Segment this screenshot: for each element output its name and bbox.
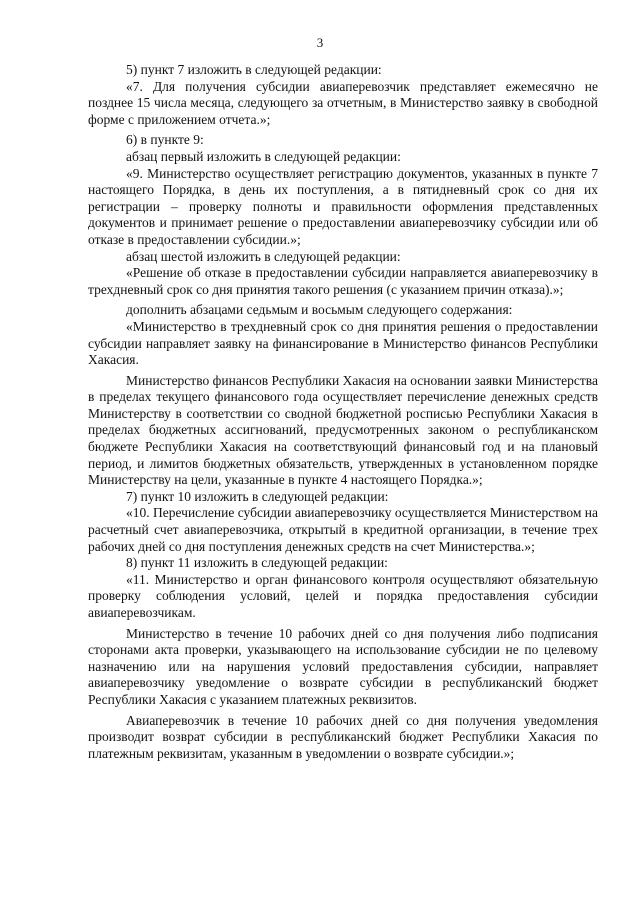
- paragraph-point-11-text: «11. Министерство и орган финансового контроля осуществляют обязательную проверку соблюдения условий, целей и порядка предоставления субсидии авиаперевозчикам.: [88, 571, 598, 620]
- paragraph-ministry-finance-text: Министерство финансов Республики Хакасия на основании заявки Министерства в пределах текущего финансового года осуществляет перечисление денежных средств Министерству в соответствии со сводной бюджетной росписью Республики Хакасия в пределах бюджетных ассигнований, предусмотренных законом о республиканском бюджете Республики Хакасия на соответствующий финансовый год и на плановый период, и лимитов бюджетных обязательств, утвержденных в установленном порядке Министерству на цели, указанные в пункте 4 настоящего Порядка.»;: [88, 372, 598, 488]
- paragraph-item-5-header: 5) пункт 7 изложить в следующей редакции:: [126, 62, 382, 77]
- paragraph-item-7-header: 7) пункт 10 изложить в следующей редакции:: [126, 488, 389, 504]
- paragraph-point-7-text: «7. Для получения субсидии авиаперевозчик представляет ежемесячно не позднее 15 числа месяца, следующего за отчетным, в Министерство заявку в свободной форме с приложением отчета.»;: [88, 78, 598, 127]
- paragraph-point-10-text: «10. Перечисление субсидии авиаперевозчику осуществляется Министерством на расчетный счет авиаперевозчика, открытый в кредитной организации, в течение трех рабочих дней со дня поступления денежных средств на счет Министерства.»;: [88, 505, 598, 554]
- document-body: [88, 62, 598, 762]
- paragraph-first-abzac-header: абзац первый изложить в следующей редакции:: [126, 148, 401, 164]
- paragraph-sixth-abzac-header: абзац шестой изложить в следующей редакции:: [126, 248, 401, 264]
- paragraph-item-6-header: 6) в пункте 9:: [126, 132, 204, 148]
- paragraph-ministry-request-text: «Министерство в трехдневный срок со дня принятия решения о предоставлении субсидии направляет заявку на финансирование в Министерство финансов Республики Хакасия.: [88, 318, 598, 368]
- page-number: 3: [316, 35, 324, 50]
- paragraph-ministry-notice-text: Министерство в течение 10 рабочих дней со дня получения либо подписания сторонами акта проверки, указывающего на использование субсидии не по целевому назначению или на нарушения условий предоставления субсидии, направляет авиаперевозчику уведомление о возврате субсидии в республиканский бюджет Республики Хакасия с указанием платежных реквизитов.: [88, 625, 598, 707]
- paragraph-refusal-text: «Решение об отказе в предоставлении субсидии направляется авиаперевозчику в трехдневный срок со дня принятия такого решения (с указанием причин отказа).»;: [88, 265, 598, 297]
- paragraph-carrier-return-text: Авиаперевозчик в течение 10 рабочих дней со дня получения уведомления производит возврат субсидии в республиканский бюджет Республики Хакасия по платежным реквизитам, указанным в уведомлении о возврате субсидии.»;: [88, 712, 598, 761]
- paragraph-item-8-header: 8) пункт 11 изложить в следующей редакции:: [126, 555, 388, 571]
- paragraph-point-9-text: «9. Министерство осуществляет регистрацию документов, указанных в пункте 7 настоящего Порядка, в день их поступления, а в пятидневный срок со дня их регистрации – проверку полноты и правильности оформления представленных документов и принимает решение о предоставлении авиаперевозчику субсидии или об отказе в предоставлении субсидии.»;: [88, 165, 598, 247]
- paragraph-add-abzacs-header: дополнить абзацами седьмым и восьмым следующего содержания:: [126, 302, 513, 318]
